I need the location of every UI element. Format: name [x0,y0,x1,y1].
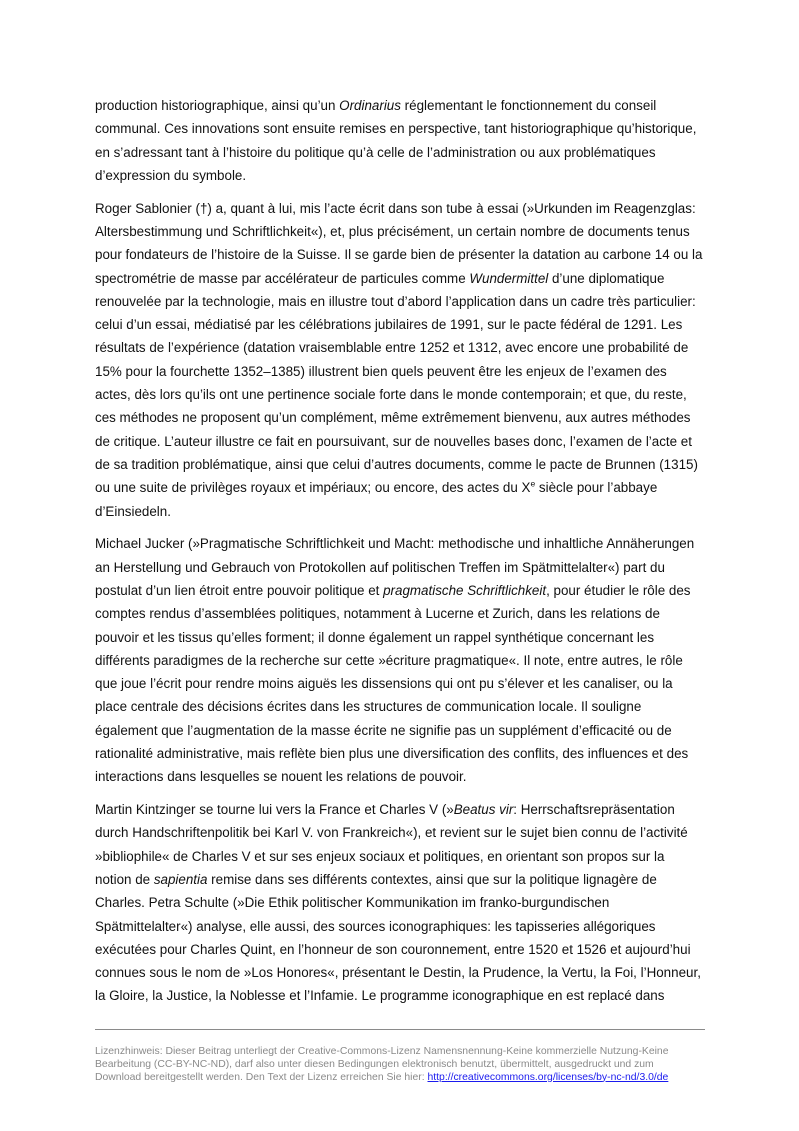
paragraph [95,94,707,187]
text-segment: celui d’un essai, médiatisé par les célébrations jubilaires de 1991, sur le pacte fédéral de 1291. Les [95,317,683,333]
text-segment: également que l’augmentation de la masse écrite ne signifie pas un supplément d’efficacité ou de [95,722,672,738]
text-line [95,453,707,476]
text-line [95,984,707,1007]
text-line [95,532,707,555]
text-line [95,579,707,602]
text-segment: place centrale des décisions écrites dans les structures de communication locale. Il souligne [95,699,642,715]
text-line [95,915,707,938]
text-line [95,765,707,788]
text-segment: Martin Kintzinger se tourne lui vers la France et Charles V (» [95,802,454,818]
text-segment: exécutées pour Charles Quint, en l’honneur de son couronnement, entre 1520 et 1526 et aujourd’hui [95,941,691,957]
text-segment: Michael Jucker (»Pragmatische Schriftlichkeit und Macht: methodische und inhaltliche Annäherungen [95,536,695,552]
text-segment: ces méthodes ne proposent qu’un complément, même extrêmement bienvenu, aux autres méthodes [95,410,691,426]
text-segment: Spätmittelalter«) analyse, elle aussi, des sources iconographiques: les tapisseries allégoriques [95,918,656,934]
text-segment: de critique. L’auteur illustre ce fait en poursuivant, sur de nouvelles bases donc, l’examen de l’acte et [95,433,692,449]
text-line [95,164,707,187]
text-line [95,197,707,220]
license-line-3-text: Download bereitgestellt werden. Den Text der Lizenz erreichen Sie hier: [95,1071,428,1083]
text-line [95,891,707,914]
text-line [95,290,707,313]
text-segment: spectrométrie de masse par accélérateur de particules comme [95,270,470,286]
text-line [95,938,707,961]
text-segment: an Herstellung und Gebrauch von Protokollen auf politischen Treffen im Spätmittelalter«) part du [95,559,665,575]
paragraph [95,798,707,1008]
italic-text: Ordinarius [339,98,401,113]
italic-text: pragmatische Schriftlichkeit [383,582,547,598]
text-segment: résultats de l’expérience (datation vraisemblable entre 1252 et 1312, avec encore une probabilité de [95,340,689,356]
text-segment: : Herrschaftsrepräsentation [513,802,675,818]
text-line [95,695,707,718]
text-segment: que joue l’écrit pour rendre moins aiguës les dissensions qui ont pu s’élever et les canaliser, ou la [95,676,673,692]
text-line [95,961,707,984]
text-line [95,868,707,891]
text-line [95,141,707,164]
license-footer [95,1046,710,1084]
text-segment: de sa tradition problématique, ainsi que celui d’autres documents, comme le pacte de Brunnen (1315) [95,456,698,472]
text-line [95,719,707,742]
text-segment: durch Handschriftenpolitik bei Karl V. von Frankreich«), et revient sur le sujet bien connu de l’activité [95,825,688,841]
text-segment: remise dans ses différents contextes, ainsi que sur la politique lignagère de [207,872,657,887]
text-segment: en s’adressant tant à l’histoire du politique qu’à celle de l’administration ou aux problématiques [95,144,656,160]
text-segment: , pour étudier le rôle des [546,582,691,598]
text-line [95,360,707,383]
text-segment: la Gloire, la Justice, la Noblesse et l’Infamie. Le programme iconographique en est replacé dans [95,988,665,1004]
text-segment: connues sous le nom de »Los Honores«, présentant le Destin, la Prudence, la Vertu, la Foi, l’Honneur, [95,965,701,981]
italic-text: Wundermittel [469,270,549,286]
text-segment: d’une diplomatique [548,270,665,286]
text-line [95,476,707,499]
text-segment: rationalité administrative, mais reflète bien plus une diversification des conflits, des influences et des [95,746,689,762]
text-line [95,602,707,625]
text-segment: siècle pour l’abbaye [535,480,658,496]
text-line [95,267,707,290]
text-segment: pour fondateurs de l’histoire de la Suisse. Il se garde bien de présenter la datation au carbone 14 ou la [95,247,703,263]
text-segment: Charles. Petra Schulte (»Die Ethik politischer Kommunikation im franko-burgundischen [95,895,610,911]
license-line-2: Bearbeitung (CC-BY-NC-ND), darf also unter diesen Bedingungen elektronisch benutzt, übermittelt, ausgedruckt und zum [95,1058,654,1070]
body-text [95,94,707,1017]
text-line [95,821,707,844]
text-line [95,649,707,672]
text-line [95,383,707,406]
text-segment: postulat d’un lien étroit entre pouvoir politique et [95,582,384,598]
footer-divider [95,1029,705,1030]
text-segment: d’expression du symbole. [95,167,247,183]
text-segment: réglementant le fonctionnement du conseil [400,98,657,113]
text-segment: notion de [95,872,154,887]
text-line [95,672,707,695]
text-segment: Roger Sablonier (†) a, quant à lui, mis l’acte écrit dans son tube à essai (»Urkunden im Reagenzglas: [95,200,696,216]
text-segment: d’Einsiedeln. [95,503,171,519]
text-segment: actes, dès lors qu’ils ont une pertinence sociale forte dans le monde contemporain; et que, du reste, [95,387,687,403]
text-line [95,430,707,453]
text-line [95,243,707,266]
text-segment: production historiographique, ainsi qu’un [95,98,340,113]
text-line [95,406,707,429]
text-line [95,220,707,243]
paragraph [95,532,707,788]
text-segment: renouvelée par la technologie, mais en illustre tout d’abord l’application dans un cadre très particulier: [95,293,696,309]
text-line [95,742,707,765]
text-segment: »bibliophile« de Charles V et sur ses enjeux sociaux et politiques, en orientant son propos sur la [95,848,665,864]
text-segment: pouvoir et les tissus qu’elles forment; il donne également un rappel synthétique concernant les [95,629,655,645]
superscript-text: e [530,478,536,489]
text-segment: 15% pour la fourchette 1352–1385) illustrent bien quels peuvent être les enjeux de l’examen des [95,363,667,379]
text-line [95,798,707,821]
text-line [95,845,707,868]
text-line [95,556,707,579]
license-line-3 [95,1072,710,1085]
text-line [95,626,707,649]
paragraph [95,197,707,523]
italic-text: sapientia [153,872,208,887]
text-segment: comptes rendus d’assemblées politiques, notamment à Lucerne et Zurich, dans les relations de [95,606,660,622]
text-line [95,313,707,336]
text-segment: différents paradigmes de la recherche sur cette »écriture pragmatique«. Il note, entre autres, le rôle [95,652,683,668]
text-line [95,117,707,140]
text-segment: Altersbestimmung und Schriftlichkeit«), et, plus précisément, un certain nombre de documents tenus [95,223,690,239]
text-segment: communal. Ces innovations sont ensuite remises en perspective, tant historiographique qu’historique, [95,121,697,137]
license-line-1: Lizenzhinweis: Dieser Beitrag unterliegt der Creative-Commons-Lizenz Namensnennung-Keine kommerzielle Nutzung-Keine [95,1046,669,1057]
text-segment: ou une suite de privilèges royaux et impériaux; ou encore, des actes du X [95,480,531,496]
text-line [95,336,707,359]
text-segment: interactions dans lesquelles se nouent les relations de pouvoir. [95,769,467,785]
text-line [95,94,707,117]
license-link[interactable]: http://creativecommons.org/licenses/by-nc-nd/3.0/de [427,1071,669,1083]
italic-text: Beatus vir [453,802,514,818]
text-line [95,500,707,523]
